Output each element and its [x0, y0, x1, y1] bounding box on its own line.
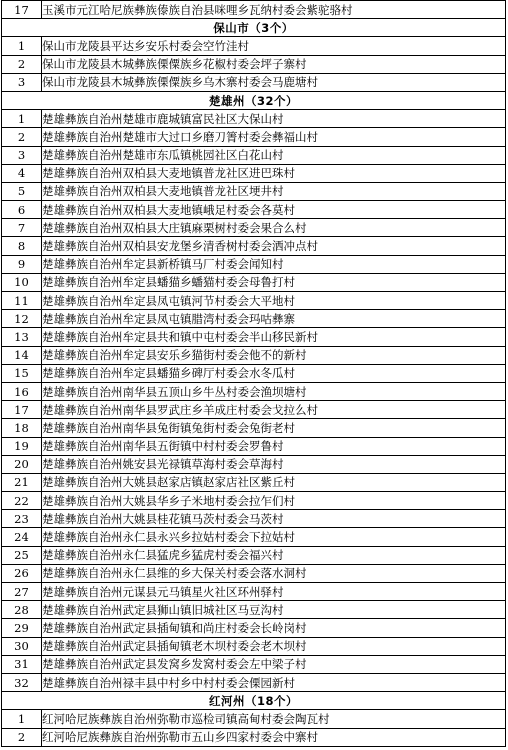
table-row [2, 510, 506, 528]
table-row [2, 401, 506, 419]
row-number: 29 [2, 619, 42, 637]
village-name: 楚雄彝族自治州南华县兔街镇兔街村委会兔街老村 [42, 419, 506, 437]
table-row [2, 201, 506, 219]
village-name: 楚雄彝族自治州姚安县光禄镇草海村委会草海村 [42, 455, 506, 473]
table-row [2, 164, 506, 182]
village-name: 楚雄彝族自治州牟定县蟠猫乡碑厅村委会水冬瓜村 [42, 364, 506, 382]
table-row [2, 473, 506, 491]
village-name: 楚雄彝族自治州永仁县猛虎乡猛虎村委会福兴村 [42, 546, 506, 564]
table-row [2, 110, 506, 128]
table-row [2, 310, 506, 328]
table-row [2, 328, 506, 346]
section-header-row [2, 692, 506, 710]
row-number: 17 [2, 1, 42, 19]
table-row [2, 728, 506, 746]
row-number: 15 [2, 364, 42, 382]
village-name: 楚雄彝族自治州大姚县赵家店镇赵家店社区紫丘村 [42, 473, 506, 491]
table-row [2, 37, 506, 55]
table-row [2, 619, 506, 637]
row-number: 23 [2, 510, 42, 528]
table-row [2, 182, 506, 200]
row-number: 5 [2, 182, 42, 200]
row-number: 22 [2, 492, 42, 510]
row-number: 20 [2, 455, 42, 473]
row-number: 2 [2, 128, 42, 146]
row-number: 24 [2, 528, 42, 546]
table-row [2, 546, 506, 564]
row-number: 30 [2, 637, 42, 655]
row-number: 21 [2, 473, 42, 491]
row-number: 7 [2, 219, 42, 237]
row-number: 28 [2, 601, 42, 619]
section-title: 保山市（3个） [2, 19, 506, 37]
row-number: 32 [2, 673, 42, 691]
table-row [2, 601, 506, 619]
village-name: 楚雄彝族自治州武定县插甸镇老木坝村委会老木坝村 [42, 637, 506, 655]
village-name: 红河哈尼族彝族自治州弥勒市五山乡四家村委会中寨村 [42, 728, 506, 746]
table-row [2, 564, 506, 582]
section-header-row [2, 19, 506, 37]
village-name: 楚雄彝族自治州大姚县华乡子米地村委会拉乍们村 [42, 492, 506, 510]
table-row [2, 437, 506, 455]
row-number: 2 [2, 55, 42, 73]
row-number: 27 [2, 583, 42, 601]
village-name: 楚雄彝族自治州南华县五顶山乡牛丛村委会渔坝塘村 [42, 382, 506, 400]
village-name: 楚雄彝族自治州大姚县桂花镇马茨村委会马茨村 [42, 510, 506, 528]
row-number: 3 [2, 73, 42, 91]
village-name: 楚雄彝族自治州南华县罗武庄乡羊成庄村委会戈拉么村 [42, 401, 506, 419]
table-row [2, 292, 506, 310]
row-number: 26 [2, 564, 42, 582]
village-name: 楚雄彝族自治州双柏县大庄镇麻栗树村委会果合么村 [42, 219, 506, 237]
row-number: 6 [2, 201, 42, 219]
row-number: 1 [2, 710, 42, 728]
row-number: 4 [2, 164, 42, 182]
row-number: 18 [2, 419, 42, 437]
village-name: 玉溪市元江哈尼族彝族傣族自治县咪哩乡瓦纳村委会紫驼骆村 [42, 1, 506, 19]
row-number: 31 [2, 655, 42, 673]
table-row [2, 219, 506, 237]
table-row [2, 1, 506, 19]
village-name: 楚雄彝族自治州南华县五街镇中村村委会罗鲁村 [42, 437, 506, 455]
village-name: 楚雄彝族自治州牟定县凤屯镇腊湾村委会玛咕彝寨 [42, 310, 506, 328]
table-row [2, 419, 506, 437]
table-row [2, 583, 506, 601]
row-number: 14 [2, 346, 42, 364]
village-name: 楚雄彝族自治州牟定县凤屯镇河节村委会大平地村 [42, 292, 506, 310]
table-row [2, 237, 506, 255]
table-row [2, 528, 506, 546]
section-header-row [2, 91, 506, 109]
table-row [2, 73, 506, 91]
village-name: 楚雄彝族自治州双柏县大麦地镇普龙社区埂井村 [42, 182, 506, 200]
village-name: 楚雄彝族自治州楚雄市鹿城镇富民社区大保山村 [42, 110, 506, 128]
village-name: 楚雄彝族自治州牟定县安乐乡猫街村委会他不的新村 [42, 346, 506, 364]
table-row [2, 455, 506, 473]
table-row [2, 673, 506, 691]
table-row [2, 255, 506, 273]
row-number: 19 [2, 437, 42, 455]
row-number: 9 [2, 255, 42, 273]
village-name: 楚雄彝族自治州武定县发窝乡发窝村委会左中梁子村 [42, 655, 506, 673]
table-row [2, 346, 506, 364]
village-name: 保山市龙陵县木城彝族傈僳族乡乌木寨村委会马鹿塘村 [42, 73, 506, 91]
village-name: 楚雄彝族自治州双柏县安龙堡乡清香树村委会洒冲点村 [42, 237, 506, 255]
village-name: 楚雄彝族自治州双柏县大麦地镇峨足村委会各莫村 [42, 201, 506, 219]
row-number: 13 [2, 328, 42, 346]
village-name: 楚雄彝族自治州牟定县新桥镇马厂村委会闻知村 [42, 255, 506, 273]
table-row [2, 364, 506, 382]
row-number: 16 [2, 382, 42, 400]
table-row [2, 710, 506, 728]
row-number: 1 [2, 110, 42, 128]
row-number: 10 [2, 273, 42, 291]
row-number: 3 [2, 146, 42, 164]
village-list-table [1, 0, 506, 747]
village-name: 楚雄彝族自治州牟定县蟠猫乡蟠猫村委会母鲁打村 [42, 273, 506, 291]
table-row [2, 146, 506, 164]
row-number: 8 [2, 237, 42, 255]
table-row [2, 55, 506, 73]
village-name: 楚雄彝族自治州禄丰县中村乡中村村委会傈园新村 [42, 673, 506, 691]
row-number: 17 [2, 401, 42, 419]
table-row [2, 273, 506, 291]
village-name: 楚雄彝族自治州武定县狮山镇旧城社区马豆沟村 [42, 601, 506, 619]
section-title: 楚雄州（32个） [2, 91, 506, 109]
village-name: 楚雄彝族自治州永仁县永兴乡拉姑村委会下拉姑村 [42, 528, 506, 546]
village-name: 保山市龙陵县木城彝族傈僳族乡花椒村委会坪子寨村 [42, 55, 506, 73]
table-row [2, 382, 506, 400]
row-number: 25 [2, 546, 42, 564]
village-name: 红河哈尼族彝族自治州弥勒市巡检司镇高甸村委会陶瓦村 [42, 710, 506, 728]
table-body [2, 1, 506, 747]
table-row [2, 637, 506, 655]
row-number: 12 [2, 310, 42, 328]
village-name: 保山市龙陵县平达乡安乐村委会空竹洼村 [42, 37, 506, 55]
row-number: 11 [2, 292, 42, 310]
table-row [2, 492, 506, 510]
table-row [2, 655, 506, 673]
village-name: 楚雄彝族自治州楚雄市大过口乡磨刀箐村委会彝福山村 [42, 128, 506, 146]
village-name: 楚雄彝族自治州双柏县大麦地镇普龙社区进巴珠村 [42, 164, 506, 182]
village-name: 楚雄彝族自治州牟定县共和镇中屯村委会半山移民新村 [42, 328, 506, 346]
row-number: 2 [2, 728, 42, 746]
village-name: 楚雄彝族自治州楚雄市东瓜镇桃园社区白花山村 [42, 146, 506, 164]
village-name: 楚雄彝族自治州永仁县维的乡大保关村委会落水洞村 [42, 564, 506, 582]
row-number: 1 [2, 37, 42, 55]
village-name: 楚雄彝族自治州元谋县元马镇星火社区环州驿村 [42, 583, 506, 601]
village-name: 楚雄彝族自治州武定县插甸镇和尚庄村委会长岭岗村 [42, 619, 506, 637]
table-row [2, 128, 506, 146]
section-title: 红河州（18个） [2, 692, 506, 710]
